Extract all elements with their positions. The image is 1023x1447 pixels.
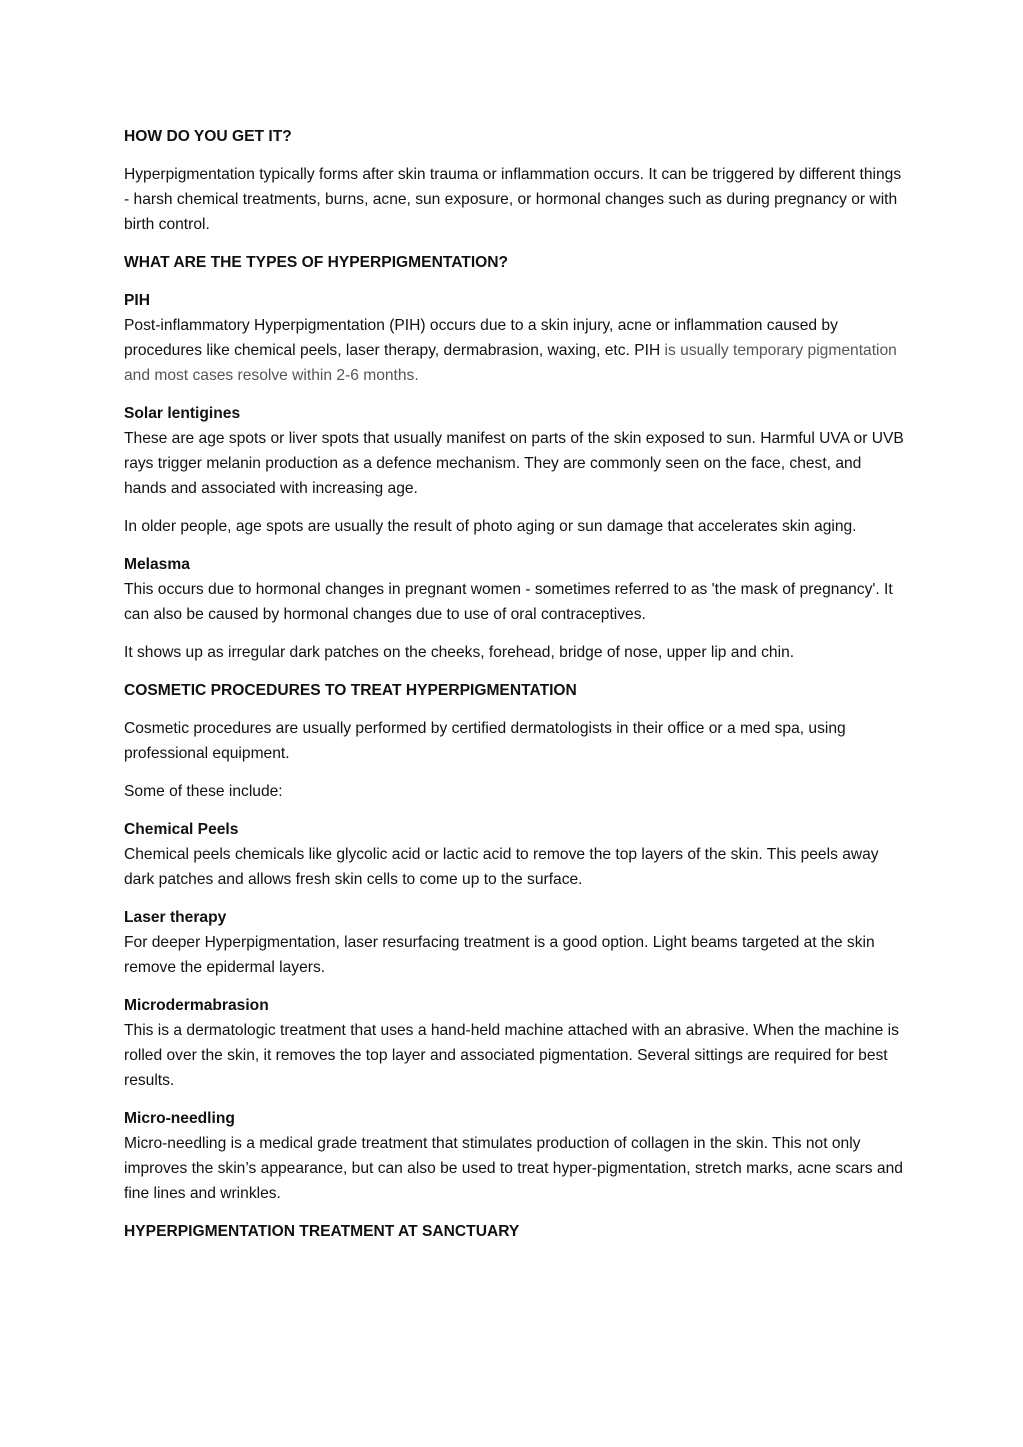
paragraph-causes: Hyperpigmentation typically forms after skin trauma or inflammation occurs. It can be triggered by different things - harsh chemical treatments, burns, acne, sun exposure, or hormonal changes such as during pregnancy or with birth control. [124, 166, 902, 233]
subheading-melasma: Melasma [124, 556, 190, 573]
paragraph-laser-therapy: For deeper Hyperpigmentation, laser resurfacing treatment is a good option. Light beams targeted at the skin remove the epidermal layers. [124, 934, 875, 976]
paragraph-pih-grey: is usually temporary pigmentation and most cases resolve within 2-6 months. [124, 342, 897, 384]
subheading-pih: PIH [124, 292, 150, 309]
subheading-laser-therapy: Laser therapy [124, 909, 227, 926]
document-body [124, 124, 904, 1257]
subheading-micro-needling: Micro-needling [124, 1110, 235, 1127]
heading-treatment-at-sanctuary: HYPERPIGMENTATION TREATMENT AT SANCTUARY [124, 1223, 520, 1240]
section-solar-lentigines [124, 401, 904, 501]
section-melasma [124, 552, 904, 627]
paragraph-some-include: Some of these include: [124, 783, 283, 800]
paragraph-melasma-patches: It shows up as irregular dark patches on the cheeks, forehead, bridge of nose, upper lip and chin. [124, 644, 795, 661]
section-chemical-peels [124, 817, 904, 892]
paragraph-microdermabrasion: This is a dermatologic treatment that uses a hand-held machine attached with an abrasive. When the machine is rolled over the skin, it removes the top layer and associated pigmentation. Several sittings are required for best results. [124, 1022, 899, 1089]
paragraph-pih: Post-inflammatory Hyperpigmentation (PIH) occurs due to a skin injury, acne or inflammation caused by procedures like chemical peels, laser therapy, dermabrasion, waxing, etc. PIH [124, 317, 838, 359]
subheading-chemical-peels: Chemical Peels [124, 821, 239, 838]
paragraph-solar-lentigines: These are age spots or liver spots that usually manifest on parts of the skin exposed to sun. Harmful UVA or UVB rays trigger melanin production as a defence mechanism. They are commonly seen on the face, chest, and hands and associated with increasing age. [124, 430, 904, 497]
heading-cosmetic-procedures: COSMETIC PROCEDURES TO TREAT HYPERPIGMENTATION [124, 682, 577, 699]
heading-how-do-you-get-it: HOW DO YOU GET IT? [124, 128, 292, 145]
section-laser-therapy [124, 905, 904, 980]
section-pih [124, 288, 904, 388]
subheading-microdermabrasion: Microdermabrasion [124, 997, 269, 1014]
subheading-solar-lentigines: Solar lentigines [124, 405, 241, 422]
paragraph-micro-needling: Micro-needling is a medical grade treatment that stimulates production of collagen in the skin. This not only improves the skin’s appearance, but can also be used to treat hyper-pigmentation, stretch marks, acne scars and fine lines and wrinkles. [124, 1135, 903, 1202]
heading-types: WHAT ARE THE TYPES OF HYPERPIGMENTATION? [124, 254, 509, 271]
section-microdermabrasion [124, 993, 904, 1093]
paragraph-cosmetic-procedures: Cosmetic procedures are usually performed by certified dermatologists in their office or a med spa, using professional equipment. [124, 720, 846, 762]
section-micro-needling [124, 1106, 904, 1206]
paragraph-older-people: In older people, age spots are usually the result of photo aging or sun damage that accelerates skin aging. [124, 518, 857, 535]
paragraph-melasma: This occurs due to hormonal changes in pregnant women - sometimes referred to as 'the mask of pregnancy'. It can also be caused by hormonal changes due to use of oral contraceptives. [124, 581, 893, 623]
paragraph-chemical-peels: Chemical peels chemicals like glycolic acid or lactic acid to remove the top layers of the skin. This peels away dark patches and allows fresh skin cells to come up to the surface. [124, 846, 879, 888]
